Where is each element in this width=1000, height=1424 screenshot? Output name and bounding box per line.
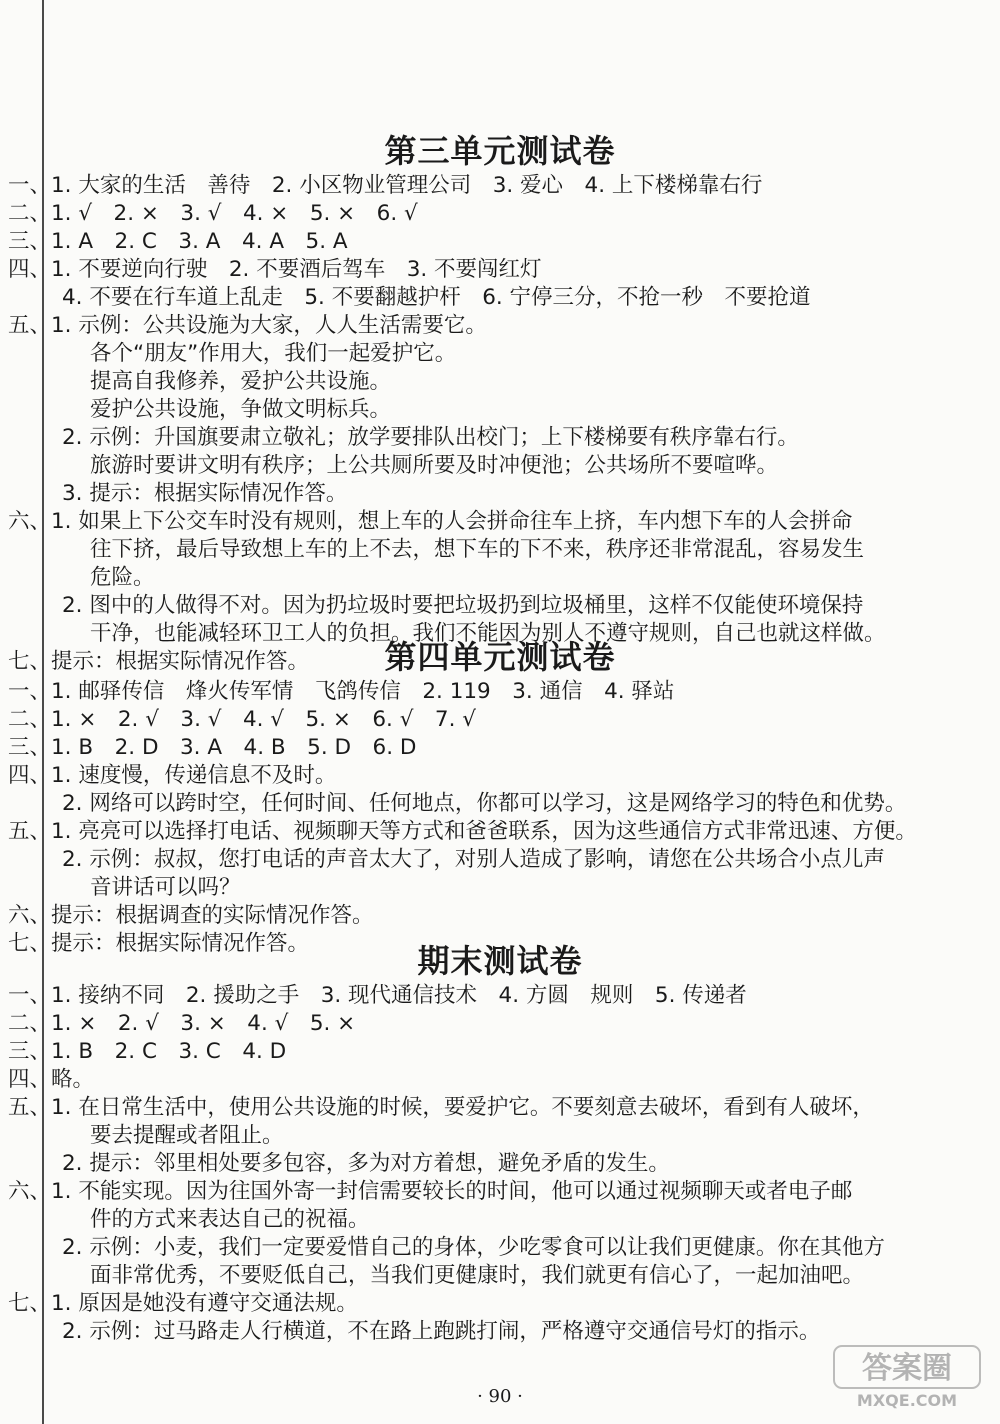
answer-line: 要去提醒或者阻止。 [90,1123,284,1148]
answer-line: 二、1. × 2. √ 3. √ 4. √ 5. × 6. √ 7. √ [8,707,476,732]
section-title-final-exam: 期末测试卷 [417,942,583,980]
section-title-unit-4: 第四单元测试卷 [384,638,616,676]
answer-line: 各个“朋友”作用大，我们一起爱护它。 [90,341,457,366]
answer-line: 六、提示：根据调查的实际情况作答。 [8,903,374,928]
answer-line: 二、1. √ 2. × 3. √ 4. × 5. × 6. √ [8,201,418,226]
answer-line: 往下挤，最后导致想上车的上不去，想下车的下不来，秩序还非常混乱，容易发生 [90,537,865,562]
answer-line: 3. 提示：根据实际情况作答。 [62,481,348,506]
section-title-unit-3: 第三单元测试卷 [384,132,616,170]
answer-line: 五、1. 示例：公共设施为大家，人人生活需要它。 [8,313,487,338]
answer-line: 2. 示例：升国旗要肃立敬礼；放学要排队出校门；上下楼梯要有秩序靠右行。 [62,425,799,450]
watermark-text-bottom: MXQE.COM [856,1391,958,1410]
answer-line: 三、1. B 2. D 3. A 4. B 5. D 6. D [8,735,417,760]
answer-line: 三、1. B 2. C 3. C 4. D [8,1039,287,1064]
answer-line: 五、1. 在日常生活中，使用公共设施的时候，要爱护它。不要刻意去破坏，看到有人破坏， [8,1095,874,1120]
answer-line: 七、提示：根据实际情况作答。 [8,931,310,956]
answer-line: 一、1. 大家的生活 善待 2. 小区物业管理公司 3. 爱心 4. 上下楼梯靠右行 [8,173,763,198]
answer-line: 四、1. 不要逆向行驶 2. 不要酒后驾车 3. 不要闯红灯 [8,257,542,282]
answer-line: 四、1. 速度慢，传递信息不及时。 [8,763,337,788]
answer-line: 危险。 [90,565,155,590]
answer-line: 旅游时要讲文明有秩序；上公共厕所要及时冲便池；公共场所不要喧哗。 [90,453,779,478]
answer-line: 2. 图中的人做得不对。因为扔垃圾时要把垃圾扔到垃圾桶里，这样不仅能使环境保持 [62,593,864,618]
answer-line: 2. 示例：过马路走人行横道，不在路上跑跳打闹，严格遵守交通信号灯的指示。 [62,1319,821,1344]
answer-line: 四、略。 [8,1067,95,1092]
answer-line: 六、1. 不能实现。因为往国外寄一封信需要较长的时间，他可以通过视频聊天或者电子邮 [8,1179,853,1204]
answer-line: 2. 提示：邻里相处要多包容，多为对方着想，避免矛盾的发生。 [62,1151,670,1176]
answer-line: 七、提示：根据实际情况作答。 [8,649,310,674]
answer-line: 4. 不要在行车道上乱走 5. 不要翻越护杆 6. 宁停三分，不抢一秒 不要抢道 [62,285,811,310]
answer-line: 二、1. × 2. √ 3. × 4. √ 5. × [8,1011,356,1036]
answer-line: 爱护公共设施，争做文明标兵。 [90,397,392,422]
answer-line: 件的方式来表达自己的祝福。 [90,1207,370,1232]
answer-line: 2. 示例：小麦，我们一定要爱惜自己的身体，少吃零食可以让我们更健康。你在其他方 [62,1235,885,1260]
answer-line: 三、1. A 2. C 3. A 4. A 5. A [8,229,348,254]
watermark-text-top: 答案圈 [862,1351,952,1386]
answer-line: 一、1. 接纳不同 2. 援助之手 3. 现代通信技术 4. 方圆 规则 5. 传递者 [8,983,747,1008]
answer-line: 七、1. 原因是她没有遵守交通法规。 [8,1291,358,1316]
answer-line: 提高自我修养，爱护公共设施。 [90,369,392,394]
answer-line: 一、1. 邮驿传信 烽火传军情 飞鸽传信 2. 119 3. 通信 4. 驿站 [8,679,675,704]
answer-line: 音讲话可以吗？ [90,875,241,900]
watermark-logo [832,1342,982,1412]
answer-line: 干净，也能减轻环卫工人的负担。我们不能因为别人不遵守规则，自己也就这样做。 [90,621,886,646]
answer-line: 2. 示例：叔叔，您打电话的声音太大了，对别人造成了影响，请您在公共场合小点儿声 [62,847,885,872]
answer-line: 六、1. 如果上下公交车时没有规则，想上车的人会拼命往车上挤，车内想下车的人会拼命 [8,509,853,534]
answer-line: 面非常优秀，不要贬低自己，当我们更健康时，我们就更有信心了，一起加油吧。 [90,1263,865,1288]
answer-line: 2. 网络可以跨时空，任何时间、任何地点，你都可以学习，这是网络学习的特色和优势。 [62,791,907,816]
answer-line: 五、1. 亮亮可以选择打电话、视频聊天等方式和爸爸联系，因为这些通信方式非常迅速、方便。 [8,819,917,844]
page-number: · 90 · [477,1386,523,1407]
